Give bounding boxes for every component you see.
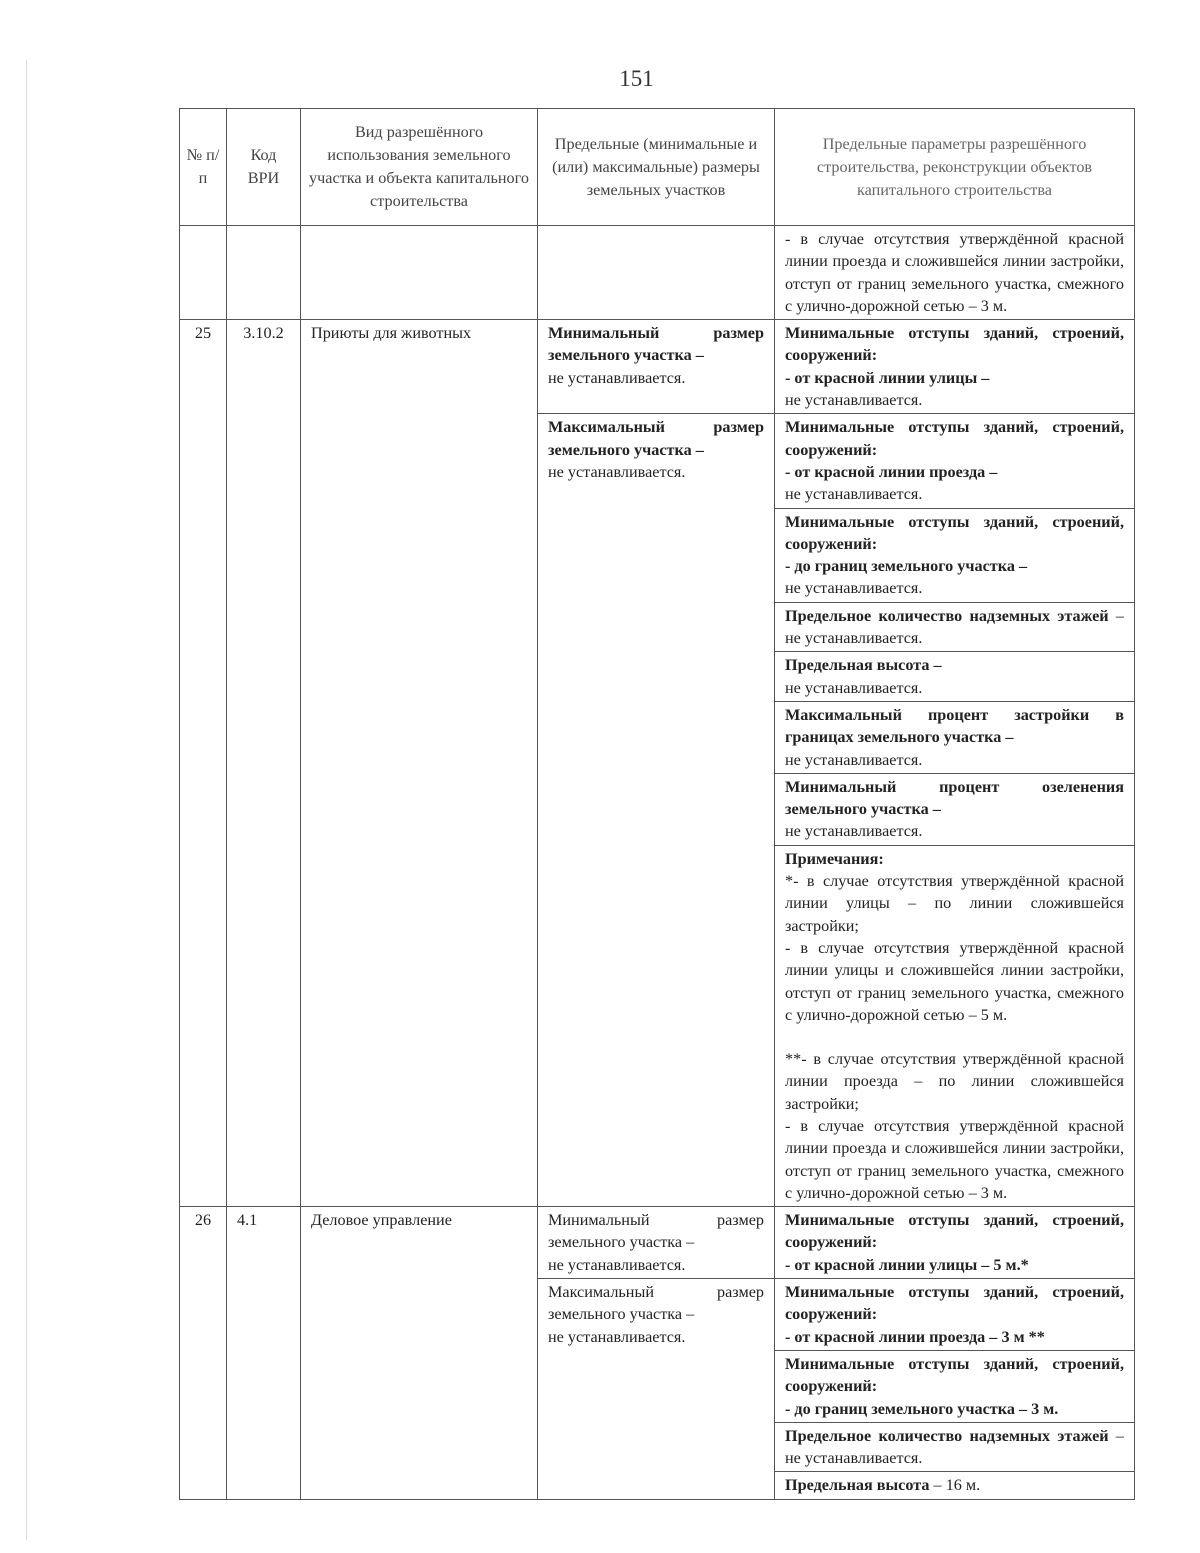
param-line: - до границ земельного участка – 3 м. bbox=[785, 1399, 1059, 1418]
param-heading: Минимальные отступы зданий, строений, сооружений: bbox=[785, 512, 1124, 553]
max-size-value: не устанавливается. bbox=[548, 462, 686, 481]
max-size-heading: Максимальный размер земельного участка – bbox=[548, 418, 764, 459]
continuation-note: - в случае отсутствия утверждённой красной линии проезда и сложившейся линии застройки, отступ от границ земельного участка, смежного с улично-дорожной сетью – 3 м. bbox=[775, 226, 1135, 320]
note-text: **- в случае отсутствия утверждённой красной линии проезда – по линии сложившейся застройки; bbox=[785, 1050, 1124, 1113]
note-text: *- в случае отсутствия утверждённой красной линии улицы – по линии сложившейся застройки; bbox=[785, 872, 1124, 935]
min-size-value: не устанавливается. bbox=[548, 368, 686, 387]
note-text: - в случае отсутствия утверждённой красной линии проезда и сложившейся линии застройки, отступ от границ земельного участка, смежного с улично-дорожной сетью – 3 м. bbox=[785, 1116, 1124, 1202]
param-line: - до границ земельного участка – bbox=[785, 557, 1028, 576]
max-size-cell bbox=[538, 1279, 775, 1500]
param-line: - от красной линии проезда – bbox=[785, 462, 998, 481]
param-line: - от красной линии улицы – bbox=[785, 368, 990, 387]
param-green-percent bbox=[775, 773, 1135, 845]
row-vri-name: Деловое управление bbox=[301, 1207, 538, 1500]
param-build-percent bbox=[775, 701, 1135, 773]
min-size-heading: Минимальный размер земельного участка – bbox=[548, 1211, 764, 1252]
param-line: - от красной линии улицы – 5 м.* bbox=[785, 1255, 1029, 1274]
param-heading: Минимальный процент озеленения земельного участка – bbox=[785, 777, 1124, 819]
min-size-cell bbox=[538, 1207, 775, 1279]
param-value: – не устанавливается. bbox=[785, 1426, 1124, 1468]
param-heading: Минимальные отступы зданий, строений, сооружений: bbox=[785, 418, 1124, 459]
param-driveway-setback bbox=[775, 1279, 1135, 1351]
regulations-table bbox=[179, 108, 1135, 1500]
param-line: - от красной линии проезда – 3 м ** bbox=[785, 1327, 1045, 1346]
param-value: не устанавливается. bbox=[785, 750, 923, 769]
param-height bbox=[775, 652, 1135, 702]
row-vri-name: Приюты для животных bbox=[301, 320, 538, 1207]
param-heading: Предельная высота – bbox=[785, 656, 942, 675]
param-value: не устанавливается. bbox=[785, 485, 923, 504]
param-boundary-setback bbox=[775, 1350, 1135, 1422]
param-boundary-setback bbox=[775, 508, 1135, 602]
table-header-row bbox=[180, 109, 1135, 226]
param-floors bbox=[775, 602, 1135, 652]
param-value: не устанавливается. bbox=[785, 678, 923, 697]
cell-empty bbox=[301, 226, 538, 320]
param-heading: Минимальные отступы зданий, строений, сооружений: bbox=[785, 1283, 1124, 1324]
min-size-cell bbox=[538, 320, 775, 414]
param-value: не устанавливается. bbox=[785, 579, 923, 598]
param-heading: Предельная высота bbox=[785, 1476, 930, 1495]
notes-cell bbox=[775, 845, 1135, 1206]
header-params: Предельные параметры разрешённого строительства, реконструкции объектов капитального строительства bbox=[775, 109, 1135, 226]
cell-empty bbox=[180, 226, 227, 320]
cell-empty bbox=[227, 226, 301, 320]
param-floors bbox=[775, 1422, 1135, 1472]
page-number: 151 bbox=[619, 66, 654, 91]
row-number: 26 bbox=[180, 1207, 227, 1500]
continuation-row bbox=[180, 226, 1135, 320]
notes-title: Примечания: bbox=[785, 849, 884, 868]
max-size-value: не устанавливается. bbox=[548, 1327, 686, 1346]
min-size-value: не устанавливается. bbox=[548, 1255, 686, 1274]
param-height bbox=[775, 1472, 1135, 1499]
param-driveway-setback bbox=[775, 414, 1135, 508]
table-row-26 bbox=[180, 1207, 1135, 1279]
param-heading: Минимальные отступы зданий, строений, сооружений: bbox=[785, 324, 1124, 365]
row-code: 3.10.2 bbox=[227, 320, 301, 1207]
header-vri: Вид разрешённого использования земельного участка и объекта капитального строительства bbox=[301, 109, 538, 226]
max-size-cell bbox=[538, 414, 775, 1207]
row-code: 4.1 bbox=[227, 1207, 301, 1500]
param-value: не устанавливается. bbox=[785, 391, 923, 410]
param-street-setback bbox=[775, 1207, 1135, 1279]
param-value: не устанавливается. bbox=[785, 822, 923, 841]
row-number: 25 bbox=[180, 320, 227, 1207]
table-row-25 bbox=[180, 320, 1135, 414]
param-heading: Предельное количество надземных этажей bbox=[785, 1426, 1109, 1445]
param-street-setback bbox=[775, 320, 1135, 414]
max-size-heading: Максимальный размер земельного участка – bbox=[548, 1283, 764, 1324]
param-heading: Минимальные отступы зданий, строений, сооружений: bbox=[785, 1211, 1124, 1252]
min-size-heading: Минимальный размер земельного участка – bbox=[548, 324, 764, 365]
header-sizes: Предельные (минимальные и (или) максимальные) размеры земельных участков bbox=[538, 109, 775, 226]
cell-empty bbox=[538, 226, 775, 320]
param-value: – 16 м. bbox=[929, 1476, 981, 1495]
param-heading: Предельное количество надземных этажей bbox=[785, 606, 1109, 625]
param-heading: Максимальный процент застройки в границах земельного участка – bbox=[785, 705, 1124, 747]
header-code: Код ВРИ bbox=[227, 109, 301, 226]
scan-edge-line bbox=[26, 60, 27, 1540]
header-num: № п/п bbox=[180, 109, 227, 226]
param-heading: Минимальные отступы зданий, строений, сооружений: bbox=[785, 1354, 1124, 1396]
note-text: - в случае отсутствия утверждённой красной линии улицы и сложившейся линии застройки, отступ от границ земельного участка, смежного с улично-дорожной сетью – 5 м. bbox=[785, 938, 1124, 1024]
param-value: – не устанавливается. bbox=[785, 606, 1124, 648]
